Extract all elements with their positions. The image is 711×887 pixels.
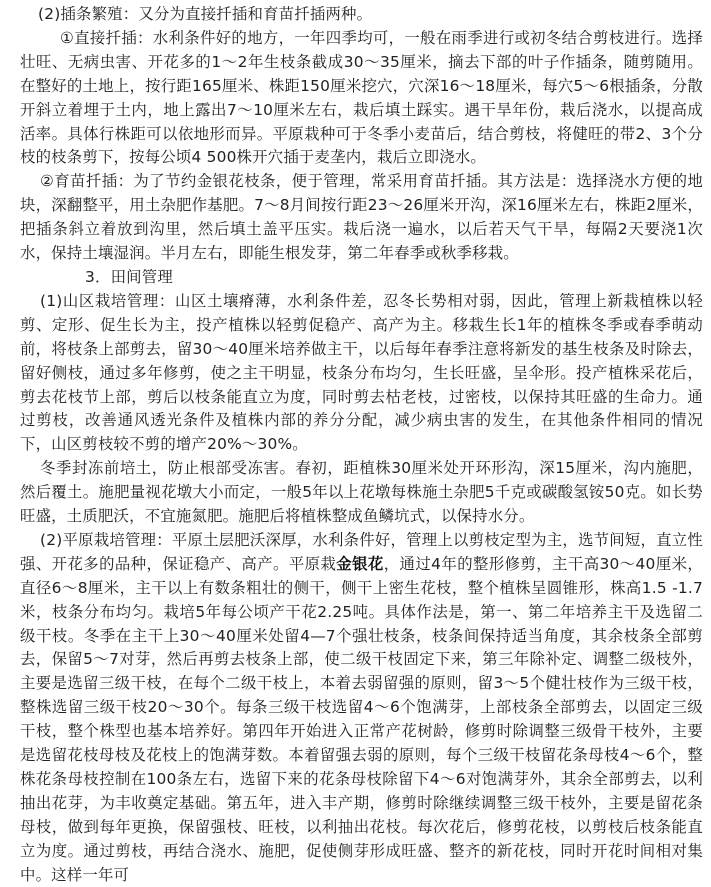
heading-cutting-propagation: (2)插条繁殖：又分为直接扦插和育苗扦插两种。 — [38, 5, 373, 23]
plain-text-after: ，通过4年的整形修剪，主干高30～40厘米，直径6～8厘米，主干以上有数条粗壮的侧干，侧干上密生花枝，整个植株呈圆锥形，株高1.5 -1.7米，枝条分布均匀。栽培5年每公顷产干花2.25吨。具体作法是，第一、第二年培养主干及选留二级干枝。冬季在主干上30～40厘米处留4—7个强壮枝条，枝条间保持适当角度，其余枝条全部剪去，保留5～7对芽，然后再剪去枝条上部，使二级干枝固定下来，第三年除补定、调整二级枝外，主要是选留三级干枝，在每个二级干枝上，本着去弱留强的原则，留3～5个健壮枝作为三级干枝，整株选留三级干枝20～30个。每条三级干枝选留4～6个饱满芽，上部枝条全部剪去，以固定三级干枝，整个株型也基本培养好。第四年开始进入正常产花树龄，修剪时除调整三级骨干枝外，主要是选留花枝母枝及花枝上的饱满芽数。本着留强去弱的原则，每个三级干枝留花条母枝4～6个，整株花条母枝控制在100条左右，选留下来的花条母枝除留下4～6对饱满芽外，其余全部剪去，以利抽出花芽，为丰收奠定基础。第五年，进入丰产期，修剪时除继续调整三级干枝外，主要是留花条母枝，做到每年更换，保留强枝、旺枝，以利抽出花枝。每次花后，修剪花枝，以剪枝后枝条能直立为度。通过剪枝，再结合浇水、施肥，促使侧芽形成旺盛、整齐的新花枝，同时开花时间相对集中。这样一年可 — [20, 554, 703, 884]
paragraph-mountain-management: (1)山区栽培管理：山区土壤瘠薄，水利条件差，忍冬长势相对弱，因此，管理上新栽植株以轻剪、定形、促生长为主，投产植株以轻剪促稳产、高产为主。移栽生长1年的植株冬季或春季萌动前，将枝条上部剪去，留30～40厘米培养做主干，以后每年春季注意将新发的基生枝条及时除去，留好侧枝，通过多年修剪，使之主干明显，枝条分布均匀，生长旺盛，呈伞形。投产植株采花后，剪去花枝节上部，剪后以枝条能直立为度，同时剪去枯老枝，过密枝，以保持其旺盛的生命力。通过剪枝，改善通风透光条件及植株内部的养分分配，减少病虫害的发生，在其他条件相同的情况下，山区剪枝较不剪的增产20%～30%。 — [20, 291, 703, 454]
paragraph-direct-cutting: ①直接扦插：水利条件好的地方，一年四季均可，一般在雨季进行或初冬结合剪枝进行。选择壮旺、无病虫害、开花多的1～2年生枝条截成30～35厘米，摘去下部的叶子作插条，随剪随用。在整好的土地上，按行距165厘米、株距150厘米挖穴，穴深16～18厘米，每穴5～6根插条，分散开斜立着埋于土内，地上露出7～10厘米左右，栽后填土踩实。遇干旱年份，栽后浇水，以提高成活率。具体行株距可以依地形而异。平原栽种可于冬季小麦苗后，结合剪枝，将健旺的带2、3个分枝的枝条剪下，按每公顷4 500株开穴插于麦垄内，栽后立即浇水。 — [20, 28, 703, 167]
section-title-field-management: 3．田间管理 — [85, 267, 173, 286]
paragraph-nursery-cutting: ②育苗扦插：为了节约金银花枝条，便于管理，常采用育苗扦插。其方法是：选择浇水方便的地块，深翻整平，用土杂肥作基肥。7～8月间按行距23～26厘米开沟，深16厘米左右，株距2厘米，把插条斜立着放到沟里，然后填土盖平压实。栽后浇一遍水，以后若天气干旱，每隔2天要浇1次水，保持土壤湿润。半月左右，即能生根发芽，第二年春季或秋季移栽。 — [20, 172, 703, 263]
paragraph-plain-management — [20, 529, 703, 887]
honeysuckle-keyword: 金银花 — [336, 554, 384, 573]
plain-text-before: (2)平原栽培管理：平原土层肥沃深厚，水利条件好，管理上以剪枝定型为主，选节间短，直立性强、开花多的品种，保证稳产、高产。平原栽 — [20, 530, 703, 573]
paragraph-winter-care: 冬季封冻前培土，防止根部受冻害。春初，距植株30厘米处开环形沟，深15厘米，沟内施肥，然后覆土。施肥量视花墩大小而定，一般5年以上花墩每株施土杂肥5千克或碳酸氢铵50克。如长势旺盛，土质肥沃，不宜施氮肥。施肥后将植株整成鱼鳞坑式，以保持水分。 — [20, 459, 703, 526]
